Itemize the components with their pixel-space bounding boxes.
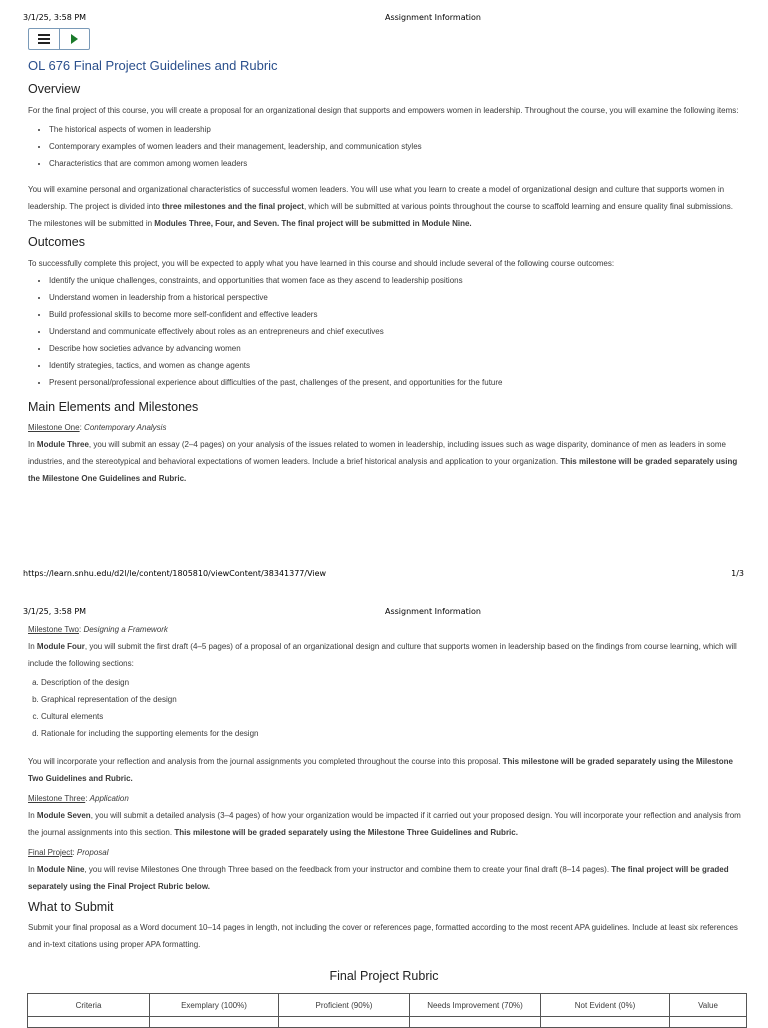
milestone-one-text: In Module Three, you will submit an essay (2–4 pages) on your analysis of the issues related to women in leadership, including issues such as wage disparity, dominance of men as leaders in some industries, and the stereotypical and behavioral expectations of women leaders. Include a brief historical analysis and application to your organization. This milestone will be graded separately using the Milestone One Guidelines and Rubric. bbox=[28, 440, 738, 483]
submit-heading: What to Submit bbox=[28, 900, 114, 914]
page-header bbox=[0, 13, 768, 27]
milestone-one-label: Milestone One: Contemporary Analysis bbox=[28, 423, 167, 432]
column-header: Value bbox=[670, 994, 747, 1017]
overview-list bbox=[28, 121, 744, 172]
list-item: • The historical aspects of women in leadership bbox=[49, 121, 744, 138]
column-header: Not Evident (0%) bbox=[541, 994, 670, 1017]
rubric-table bbox=[27, 993, 747, 1028]
column-header: Proficient (90%) bbox=[279, 994, 410, 1017]
list-item: • Describe how societies advance by advancing women bbox=[49, 340, 744, 357]
overview-intro: For the final project of this course, you will create a proposal for an organizational design that supports and empowers women in leadership. Throughout the course, you will examine the following items: bbox=[28, 106, 739, 115]
list-item: a. Description of the design bbox=[41, 674, 744, 691]
list-item: • Identify the unique challenges, constraints, and opportunities that women face as they ascend to leadership positions bbox=[49, 272, 744, 289]
footer-url: https://learn.snhu.edu/d2l/le/content/1805810/viewContent/38341377/View bbox=[23, 569, 327, 578]
outcomes-list bbox=[28, 272, 744, 391]
list-item: • Understand and communicate effectively about roles as an entrepreneurs and chief executives bbox=[49, 323, 744, 340]
column-header: Criteria bbox=[28, 994, 150, 1017]
milestone-three-text: In Module Seven, you will submit a detailed analysis (3–4 pages) of how your organization would be impacted if it carried out your proposed design. You will incorporate your reflection and analysis from the journal assignments into this section. This milestone will be graded separately using the Milestone Three Guidelines and Rubric. bbox=[28, 811, 741, 837]
milestone-two-label: Milestone Two: Designing a Framework bbox=[28, 625, 168, 634]
page-header bbox=[0, 607, 768, 621]
outcomes-heading: Outcomes bbox=[28, 235, 85, 249]
header-title: Assignment Information bbox=[385, 607, 481, 616]
menu-icon bbox=[38, 34, 50, 44]
milestone-two-sections bbox=[28, 674, 744, 742]
overview-paragraph: You will examine personal and organizational characteristics of successful women leaders. You will use what you learn to create a model of organizational design and culture that supports women in leadership. The project is divided into three milestones and the final project, which will be submitted at various points throughout the course to scaffold learning and ensure quality final submissions. The milestones will be submitted in Modules Three, Four, and Seven. The final project will be submitted in Module Nine. bbox=[28, 185, 733, 228]
toolbar bbox=[28, 28, 90, 50]
list-item: • Present personal/professional experience about difficulties of the past, challenges of the present, and opportunities for the future bbox=[49, 374, 744, 391]
list-item: • Characteristics that are common among women leaders bbox=[49, 155, 744, 172]
milestone-three-label: Milestone Three: Application bbox=[28, 794, 129, 803]
list-item: • Build professional skills to become more self-confident and effective leaders bbox=[49, 306, 744, 323]
play-button[interactable] bbox=[59, 29, 89, 49]
table-row bbox=[28, 1017, 747, 1028]
list-item: c. Cultural elements bbox=[41, 708, 744, 725]
final-project-label: Final Project: Proposal bbox=[28, 848, 109, 857]
rubric-title: Final Project Rubric bbox=[329, 969, 439, 983]
doc-page-1 bbox=[28, 58, 744, 487]
outcomes-intro: To successfully complete this project, you will be expected to apply what you have learned in this course and should include several of the following course outcomes: bbox=[28, 259, 615, 268]
column-header: Exemplary (100%) bbox=[150, 994, 279, 1017]
play-icon bbox=[71, 34, 78, 44]
list-item: d. Rationale for including the supporting elements for the design bbox=[41, 725, 744, 742]
milestone-two-paragraph: You will incorporate your reflection and analysis from the journal assignments you completed throughout the course into this proposal. This milestone will be graded separately using the Milestone Two Guidelines and Rubric. bbox=[28, 757, 733, 783]
doc-page-2 bbox=[28, 621, 744, 953]
list-item: • Contemporary examples of women leaders and their management, leadership, and communication styles bbox=[49, 138, 744, 155]
list-item: b. Graphical representation of the design bbox=[41, 691, 744, 708]
column-header: Needs Improvement (70%) bbox=[410, 994, 541, 1017]
submit-text: Submit your final proposal as a Word document 10–14 pages in length, not including the cover or references page, formatted according to the most recent APA guidelines. Include at least six references and in-text citations using proper APA formatting. bbox=[28, 923, 738, 949]
footer-page-number: 1/3 bbox=[731, 569, 744, 578]
milestones-heading: Main Elements and Milestones bbox=[28, 400, 199, 414]
doc-title: OL 676 Final Project Guidelines and Rubric bbox=[28, 58, 278, 73]
overview-heading: Overview bbox=[28, 82, 81, 96]
rubric-header-row bbox=[28, 994, 747, 1017]
list-item: • Understand women in leadership from a historical perspective bbox=[49, 289, 744, 306]
menu-button[interactable] bbox=[29, 29, 59, 49]
header-title: Assignment Information bbox=[385, 13, 481, 22]
header-datetime: 3/1/25, 3:58 PM bbox=[23, 607, 87, 616]
list-item: • Identify strategies, tactics, and women as change agents bbox=[49, 357, 744, 374]
header-datetime: 3/1/25, 3:58 PM bbox=[23, 13, 87, 22]
final-project-text: In Module Nine, you will revise Milestones One through Three based on the feedback from your instructor and combine them to create your final draft (8–14 pages). The final project will be graded separately using the Final Project Rubric below. bbox=[28, 865, 729, 891]
milestone-two-text: In Module Four, you will submit the first draft (4–5 pages) of a proposal of an organizational design and culture that supports women in leadership based on the findings from course learning, which will include the following sections: bbox=[28, 642, 737, 668]
